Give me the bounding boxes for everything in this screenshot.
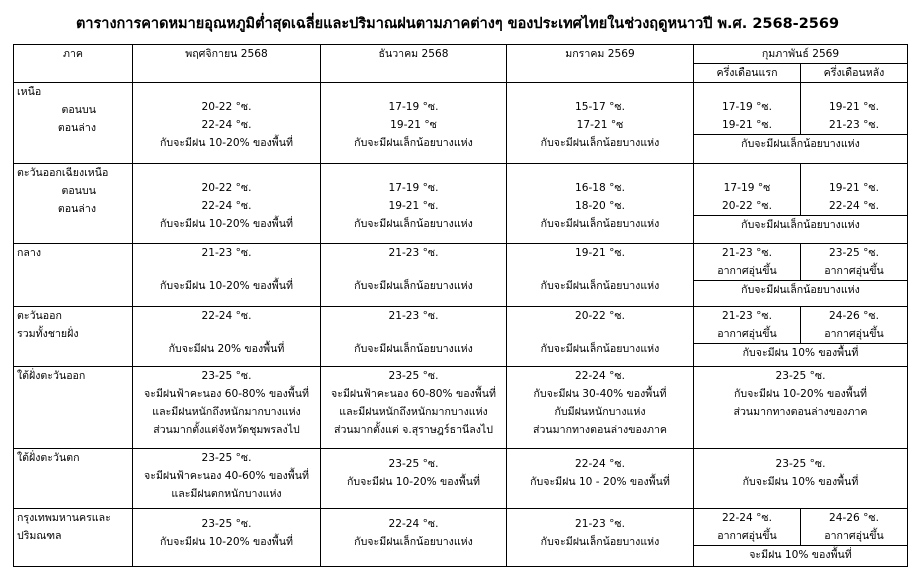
page-title: ตารางการคาดหมายอุณหภูมิต่ำสุดเฉลี่ยและปริมาณฝนตามภาคต่างๆ ของประเทศไทยในช่วงฤดูหนาวปี พ.ศ. 2568-2569 xyxy=(75,16,840,32)
cell-south-west-dec xyxy=(321,449,507,509)
table-row-central xyxy=(14,244,908,307)
temp-value: 22-24 °ซ. xyxy=(574,458,625,470)
temp-value: 23-25 °ซ. xyxy=(775,370,826,382)
rain-text: กับจะมีฝน 10-20% ของพื้นที่ xyxy=(159,137,294,149)
cell-bangkok-nov xyxy=(133,509,321,567)
cell-south-west-feb xyxy=(694,449,908,509)
cell-central-feb xyxy=(694,244,908,307)
temp-lower: 20-22 °ซ. xyxy=(721,200,772,212)
temp-value: 21-23 °ซ. xyxy=(574,518,625,530)
rain-text-3: ส่วนมากทางตอนล่างของภาค xyxy=(533,424,667,436)
cell-north-jan xyxy=(507,83,694,164)
feb-rain-text: กับจะมีฝน 10% ของพื้นที่ xyxy=(694,343,907,362)
temp-value: 23-25 °ซ. xyxy=(201,452,252,464)
weather-note: อากาศอุ่นขึ้น xyxy=(717,265,777,277)
temp-upper: 19-21 °ซ. xyxy=(828,182,879,194)
temp-lower: 22-24 °ซ. xyxy=(201,119,252,131)
feb-second-half xyxy=(800,307,907,343)
header-nov xyxy=(133,45,321,83)
rain-text: กับจะมีฝน 10-20% ของพื้นที่ xyxy=(159,218,294,230)
header-feb-label: กุมภาพันธ์ 2569 xyxy=(761,48,840,60)
rain-text-2: ส่วนมากทางตอนล่างของภาค xyxy=(733,406,868,418)
cell-south-east-dec xyxy=(321,367,507,449)
cell-central-jan xyxy=(507,244,694,307)
feb-second-half xyxy=(800,83,907,134)
feb-second-half xyxy=(800,164,907,215)
rain-text: กับจะมีฝนเล็กน้อยบางแห่ง xyxy=(540,536,660,548)
rain-text: กับจะมีฝนเล็กน้อยบางแห่ง xyxy=(540,280,660,292)
rain-text-2: กับมีฝนหนักบางแห่ง xyxy=(554,406,646,418)
header-dec xyxy=(321,45,507,83)
temp-value: 23-25 °ซ. xyxy=(388,458,439,470)
rain-text: กับจะมีฝนเล็กน้อยบางแห่ง xyxy=(540,137,660,149)
cell-northeast-dec xyxy=(321,164,507,244)
cell-north-feb xyxy=(694,83,908,164)
table-row-bangkok xyxy=(14,509,908,567)
region-cell-central xyxy=(14,244,133,307)
cell-north-dec xyxy=(321,83,507,164)
header-nov-label: พฤศจิกายน 2568 xyxy=(185,48,268,60)
temp-value: 24-26 °ซ. xyxy=(828,512,879,524)
feb-first-half xyxy=(694,509,800,545)
feb-rain-text: กับจะมีฝนเล็กน้อยบางแห่ง xyxy=(694,134,907,153)
rain-text: กับจะมีฝนเล็กน้อยบางแห่ง xyxy=(354,343,473,355)
region-name: ใต้ฝั่งตะวันออก xyxy=(17,370,86,382)
rain-text: กับจะมีฝน 10-20% ของพื้นที่ xyxy=(159,280,294,292)
region-cell-east xyxy=(14,307,133,367)
feb-halves xyxy=(694,244,907,280)
rain-text: จะมีฝนฟ้าคะนอง 60-80% ของพื้นที่ xyxy=(144,388,309,400)
region-name-line2: ปริมณฑล xyxy=(17,530,62,542)
cell-south-east-feb xyxy=(694,367,908,449)
cell-central-dec xyxy=(321,244,507,307)
weather-note: อากาศอุ่นขึ้น xyxy=(824,265,884,277)
rain-text: กับจะมีฝน 10-20% ของพื้นที่ xyxy=(346,476,481,488)
temp-value: 21-23 °ซ. xyxy=(721,310,772,322)
region-name: กรุงเทพมหานครและ xyxy=(17,512,111,524)
feb-halves xyxy=(694,307,907,343)
rain-text: กับจะมีฝน 10-20% ของพื้นที่ xyxy=(733,388,868,400)
temp-value: 22-24 °ซ. xyxy=(574,370,625,382)
cell-bangkok-feb xyxy=(694,509,908,567)
temp-lower: 19-21 °ซ. xyxy=(721,119,772,131)
temp-value: 23-25 °ซ. xyxy=(388,370,439,382)
temp-value: 21-23 °ซ. xyxy=(388,310,439,322)
header-dec-label: ธันวาคม 2568 xyxy=(378,48,449,60)
region-lower-label: ตอนล่าง xyxy=(57,122,96,134)
temp-lower: 18-20 °ซ. xyxy=(574,200,625,212)
region-lower-label: ตอนล่าง xyxy=(57,203,96,215)
temp-upper: 20-22 °ซ. xyxy=(201,101,252,113)
rain-text: กับจะมีฝน 30-40% ของพื้นที่ xyxy=(533,388,667,400)
header-feb-halves xyxy=(694,63,907,82)
region-name: เหนือ xyxy=(17,86,42,98)
rain-text: กับจะมีฝน 20% ของพื้นที่ xyxy=(168,343,285,355)
feb-rain-text: กับจะมีฝนเล็กน้อยบางแห่ง xyxy=(694,215,907,234)
temp-upper: 15-17 °ซ. xyxy=(574,101,625,113)
feb-halves xyxy=(694,164,907,215)
feb-rain-text: กับจะมีฝนเล็กน้อยบางแห่ง xyxy=(694,280,907,299)
rain-text: จะมีฝนฟ้าคะนอง 40-60% ของพื้นที่ xyxy=(144,470,309,482)
header-row xyxy=(14,45,908,83)
temp-value: 23-25 °ซ. xyxy=(201,518,252,530)
cell-east-nov xyxy=(133,307,321,367)
temp-value: 19-21 °ซ. xyxy=(574,247,625,259)
temp-value: 23-25 °ซ. xyxy=(775,458,826,470)
temp-lower: 21-23 °ซ. xyxy=(828,119,879,131)
feb-first-half xyxy=(694,164,800,215)
cell-bangkok-jan xyxy=(507,509,694,567)
rain-text: กับจะมีฝนเล็กน้อยบางแห่ง xyxy=(354,218,473,230)
feb-halves xyxy=(694,83,907,134)
table-row-east xyxy=(14,307,908,367)
temp-value: 21-23 °ซ. xyxy=(721,247,772,259)
table-row-south-east xyxy=(14,367,908,449)
cell-south-east-nov xyxy=(133,367,321,449)
feb-halves xyxy=(694,509,907,545)
rain-text: กับจะมีฝนเล็กน้อยบางแห่ง xyxy=(354,536,473,548)
header-region xyxy=(14,45,133,83)
forecast-table xyxy=(13,44,908,567)
cell-east-dec xyxy=(321,307,507,367)
header-feb-second: ครึ่งเดือนหลัง xyxy=(800,64,907,82)
temp-lower: 19-21 °ซ. xyxy=(388,200,439,212)
table-row-south-west xyxy=(14,449,908,509)
rain-text: กับจะมีฝนเล็กน้อยบางแห่ง xyxy=(540,218,660,230)
temp-value: 22-24 °ซ. xyxy=(201,310,252,322)
cell-northeast-feb xyxy=(694,164,908,244)
region-cell-south-east xyxy=(14,367,133,449)
rain-text: กับจะมีฝนเล็กน้อยบางแห่ง xyxy=(540,343,660,355)
weather-note: อากาศอุ่นขึ้น xyxy=(824,530,884,542)
rain-text-3: ส่วนมากตั้งแต่จังหวัดชุมพรลงไป xyxy=(153,424,300,436)
region-cell-bangkok xyxy=(14,509,133,567)
rain-text: กับจะมีฝน 10-20% ของพื้นที่ xyxy=(159,536,294,548)
rain-text: กับจะมีฝนเล็กน้อยบางแห่ง xyxy=(354,137,473,149)
feb-first-half xyxy=(694,307,800,343)
region-name: กลาง xyxy=(17,247,42,259)
feb-rain-text: จะมีฝน 10% ของพื้นที่ xyxy=(694,545,907,564)
temp-lower: 17-21 °ซ xyxy=(576,119,624,131)
region-name-line2: รวมทั้งชายฝั่ง xyxy=(17,328,79,340)
temp-upper: 19-21 °ซ. xyxy=(828,101,879,113)
header-feb xyxy=(694,45,908,83)
header-jan xyxy=(507,45,694,83)
rain-text: กับจะมีฝนเล็กน้อยบางแห่ง xyxy=(354,280,473,292)
temp-upper: 17-19 °ซ. xyxy=(721,101,772,113)
cell-northeast-jan xyxy=(507,164,694,244)
temp-upper: 17-19 °ซ. xyxy=(388,101,439,113)
weather-note: อากาศอุ่นขึ้น xyxy=(717,530,777,542)
header-feb-first: ครึ่งเดือนแรก xyxy=(716,67,778,79)
region-cell-south-west xyxy=(14,449,133,509)
feb-first-half xyxy=(694,244,800,280)
rain-text-2: และมีฝนหนักถึงหนักมากบางแห่ง xyxy=(152,406,301,418)
region-upper-label: ตอนบน xyxy=(61,185,96,197)
cell-north-nov xyxy=(133,83,321,164)
cell-south-west-jan xyxy=(507,449,694,509)
cell-south-west-nov xyxy=(133,449,321,509)
feb-second-half xyxy=(800,244,907,280)
table-row-north xyxy=(14,83,908,164)
temp-upper: 17-19 °ซ xyxy=(723,182,771,194)
temp-value: 23-25 °ซ. xyxy=(828,247,879,259)
rain-text-2: และมีฝนหนักถึงหนักมากบางแห่ง xyxy=(339,406,488,418)
temp-upper: 16-18 °ซ. xyxy=(574,182,625,194)
feb-first-half xyxy=(694,83,800,134)
rain-text-2: และมีฝนตกหนักบางแห่ง xyxy=(171,488,282,500)
header-jan-label: มกราคม 2569 xyxy=(565,48,635,60)
region-cell-north xyxy=(14,83,133,164)
cell-east-feb xyxy=(694,307,908,367)
temp-lower: 22-24 °ซ. xyxy=(201,200,252,212)
temp-value: 20-22 °ซ. xyxy=(574,310,625,322)
temp-value: 22-24 °ซ. xyxy=(721,512,772,524)
rain-text: กับจะมีฝน 10 - 20% ของพื้นที่ xyxy=(530,476,670,488)
feb-second-half xyxy=(800,509,907,545)
rain-text: กับจะมีฝน 10% ของพื้นที่ xyxy=(742,476,859,488)
temp-value: 24-26 °ซ. xyxy=(828,310,879,322)
cell-south-east-jan xyxy=(507,367,694,449)
rain-text-3: ส่วนมากตั้งแต่ จ.สุราษฎร์ธานีลงไป xyxy=(334,424,493,436)
region-cell-northeast xyxy=(14,164,133,244)
region-name: ตะวันออก xyxy=(17,310,62,322)
temp-lower: 19-21 °ซ xyxy=(390,119,437,131)
region-upper-label: ตอนบน xyxy=(61,104,96,116)
temp-value: 22-24 °ซ. xyxy=(388,518,439,530)
header-region-label: ภาค xyxy=(62,48,84,60)
temp-value: 21-23 °ซ. xyxy=(388,247,439,259)
temp-value: 21-23 °ซ. xyxy=(201,247,252,259)
weather-note: อากาศอุ่นขึ้น xyxy=(824,328,884,340)
temp-value: 23-25 °ซ. xyxy=(201,370,252,382)
cell-central-nov xyxy=(133,244,321,307)
rain-text: จะมีฝนฟ้าคะนอง 60-80% ของพื้นที่ xyxy=(331,388,496,400)
cell-east-jan xyxy=(507,307,694,367)
weather-note: อากาศอุ่นขึ้น xyxy=(717,328,777,340)
table-row-northeast xyxy=(14,164,908,244)
temp-upper: 17-19 °ซ. xyxy=(388,182,439,194)
temp-upper: 20-22 °ซ. xyxy=(201,182,252,194)
region-name: ใต้ฝั่งตะวันตก xyxy=(17,452,80,464)
temp-lower: 22-24 °ซ. xyxy=(828,200,879,212)
cell-bangkok-dec xyxy=(321,509,507,567)
cell-northeast-nov xyxy=(133,164,321,244)
region-name: ตะวันออกเฉียงเหนือ xyxy=(17,167,109,179)
